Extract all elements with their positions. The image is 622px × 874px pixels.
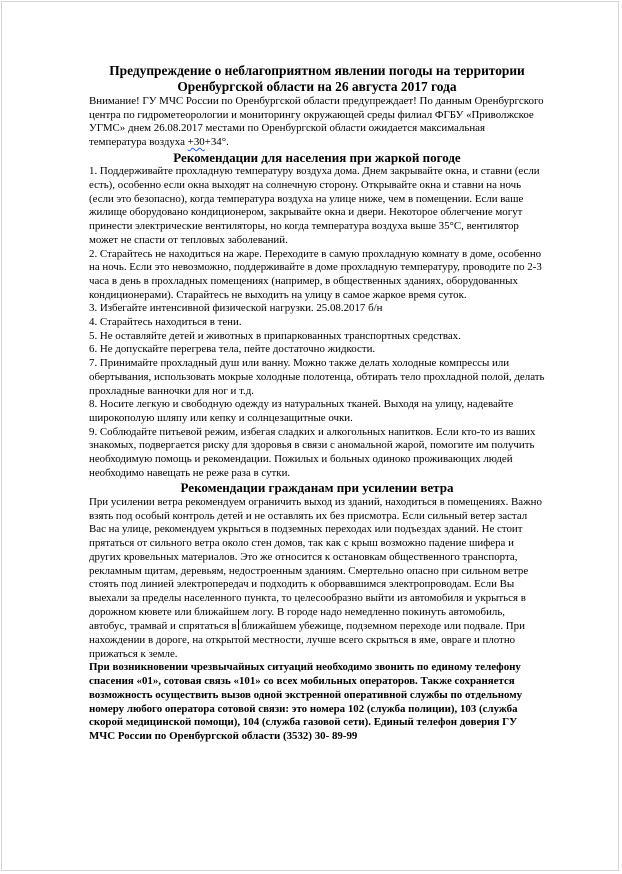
heat-item-5: 5. Не оставляйте детей и животных в припаркованных транспортных средствах. <box>89 329 461 342</box>
wind-text-part-1: При усилении ветра рекомендуем ограничить выход из зданий, находиться в помещениях. Важно взять под особый контроль детей и не оставлять их без присмотра. Если сильный ветер застал Вас на улице, рекомендуем укрыться в подземных переходах или подъездах зданий. Не стоит прятаться от сильного ветра около стен домов, так как с крыш возможно падение шифера и других кровельных материалов. Это же относится к остановкам общественного транспорта, рекламным щитам, деревьям, недостроенным зданиям. Смертельно опасно при сильном ветре стоять под линией электропередач и подходить к оборвавшимся электропроводам. Если Вы выехали за пределы населенного пункта, то целесообразно выйти из автомобиля и укрыться в дорожном кювете или ближайшем логу. В городе надо немедленно покинуть автомобиль, автобус, трамвай и спрятаться в <box>89 495 542 633</box>
heat-item-6: 6. Не допускайте перегрева тела, пейте достаточно жидкости. <box>89 343 376 356</box>
warning-text: Внимание! ГУ МЧС России по Оренбургской области предупреждает! По данным Оренбургского центра по гидрометеорологии и мониторингу окружающей среды филиал ФГБУ «Приволжское УГМС» днем 26.08.2017 местами по Оренбургской области ожидается максимальная температура воздуха <box>89 95 544 149</box>
document-title <box>89 63 545 95</box>
wind-recommendations-heading: Рекомендации гражданам при усилении ветра <box>180 480 454 496</box>
warning-text-end: +34°. <box>204 136 229 149</box>
spellcheck-flagged-text[interactable]: +30 <box>187 136 205 149</box>
heat-item-2: 2. Старайтесь не находиться на жаре. Переходите в самую прохладную комнату в доме, особенно на ночь. Если это невозможно, поддерживайте в доме прохладную температуру, проводите по 2-3 часа в день в прохладных помещениях (например, в общественных зданиях, оборудованных кондиционерами). Старайтесь не выходить на улицу в самое жаркое время суток. <box>89 247 542 301</box>
wind-text-part-2: ближайшем убежище, подземном переходе или подвале. При нахождении в дороге, на открытой местности, лучше всего скрыться в яме, овраге и плотно прижаться к земле. <box>89 620 525 660</box>
wind-paragraph <box>89 496 545 661</box>
heat-item-8: 8. Носите легкую и свободную одежду из натуральных тканей. Выходя на улицу, надевайте широкополую шляпу или кепку и солнцезащитные очки. <box>89 398 514 424</box>
document-body[interactable] <box>89 63 545 744</box>
heat-item-7: 7. Принимайте прохладный душ или ванну. Можно также делать холодные компрессы или обертывания, использовать мокрые холодные полотенца, обтирать тело прохладной полой, делать прохладные ванночки для ног и т.д. <box>89 357 545 397</box>
title-line-2: Оренбургской области на 26 августа 2017 года <box>177 79 457 94</box>
heat-item-1: 1. Поддерживайте прохладную температуру воздуха дома. Днем закрывайте окна, и ставни (если есть), особенно если окна выходят на солнечную сторону. Открывайте окна и ставни на ночь (если это безопасно), когда температура воздуха на улице ниже, чем в помещении. Если ваше жилище оборудовано кондиционером, закрывайте окна и двери. Некоторое облегчение могут принести электрические вентиляторы, но когда температура воздуха выше 35°С, вентилятор может не спасти от тепловых заболеваний. <box>89 165 540 246</box>
emergency-contacts-paragraph: При возникновении чрезвычайных ситуаций необходимо звонить по единому телефону спасения «01», сотовая связь «101» со всех мобильных операторов. Также сохраняется возможность осуществить вызов одной экстренной оперативной службы по отдельному номеру любого оператора сотовой связи: это номера 102 (служба полиции), 103 (служба скорой медицинской помощи), 104 (служба газовой сети). Единый телефон доверия ГУ МЧС России по Оренбургской области (3532) 30- 89-99 <box>89 661 523 742</box>
heat-item-3: 3. Избегайте интенсивной физической нагрузки. 25.08.2017 б/н <box>89 302 383 315</box>
heat-item-4: 4. Старайтесь находиться в тени. <box>89 316 242 329</box>
heat-recommendations-heading: Рекомендации для населения при жаркой погоде <box>173 149 461 165</box>
warning-paragraph <box>89 95 545 150</box>
heat-item-9: 9. Соблюдайте питьевой режим, избегая сладких и алкогольных напитков. Если кто-то из ваших знакомых, подвергается риску для здоровья в связи с аномальной жарой, помогите им получить необходимую помощь и рекомендации. Пожилых и больных одиноко проживающих людей необходимо навещать не реже раза в сутки. <box>89 425 536 479</box>
title-line-1: Предупреждение о неблагоприятном явлении погоды на территории <box>109 63 525 78</box>
